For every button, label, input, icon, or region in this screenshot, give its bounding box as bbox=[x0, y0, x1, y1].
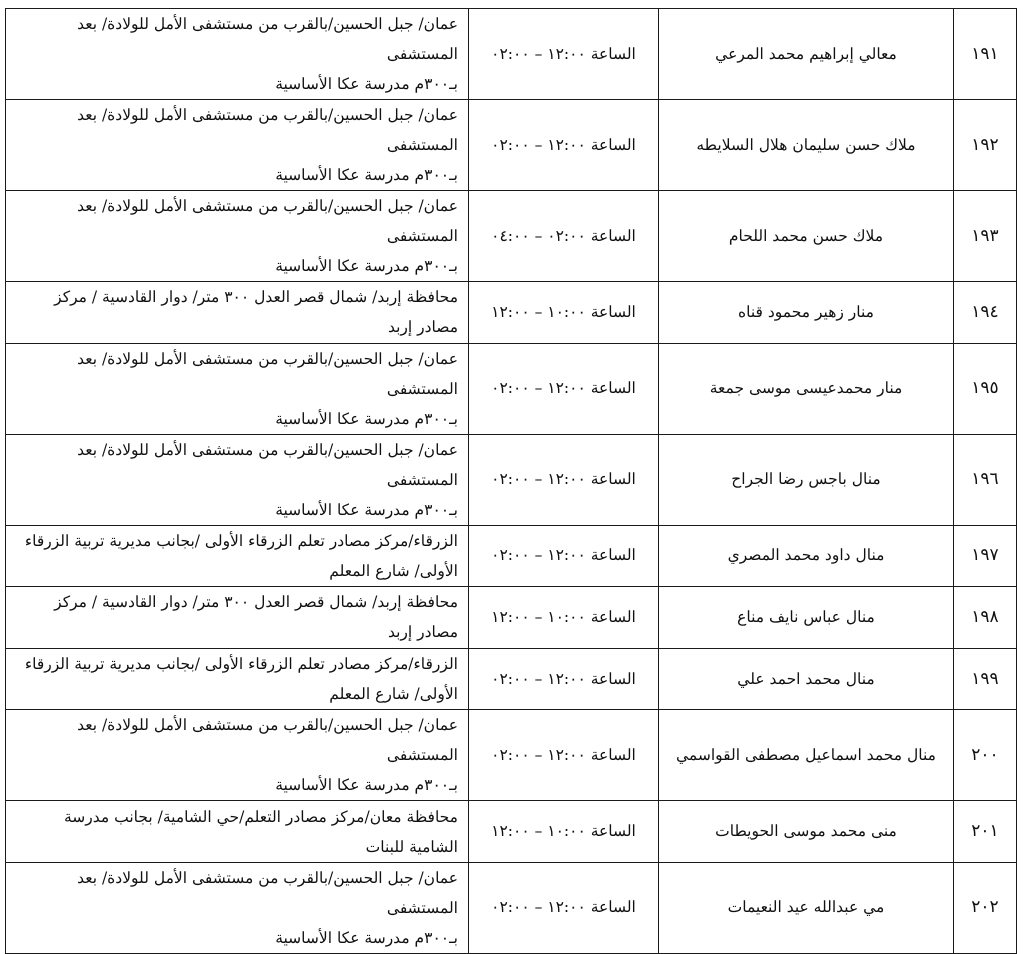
person-name: مي عبدالله عيد النعيمات bbox=[659, 862, 954, 953]
address-line-2: بـ٣٠٠م مدرسة عكا الأساسية bbox=[275, 257, 458, 275]
address-line-1: محافظة إربد/ شمال قصر العدل ٣٠٠ متر/ دوار القادسية / مركز bbox=[54, 288, 458, 307]
assignments-table bbox=[5, 8, 1017, 954]
address-line-2: مصادر إربد bbox=[387, 318, 458, 337]
address-line-2: الشامية للبنات bbox=[365, 837, 458, 856]
address-line-2: مصادر إربد bbox=[387, 623, 458, 642]
address-cell bbox=[6, 862, 469, 953]
person-name: منال محمد احمد علي bbox=[659, 648, 954, 710]
time-slot: الساعة ١٢:٠٠ – ٠٢:٠٠ bbox=[469, 710, 659, 801]
address-line-1: عمان/ جبل الحسين/بالقرب من مستشفى الأمل للولادة/ بعد المستشفى bbox=[77, 868, 458, 917]
person-name: منال داود محمد المصري bbox=[659, 525, 954, 587]
time-slot: الساعة ١٢:٠٠ – ٠٢:٠٠ bbox=[469, 862, 659, 953]
address-line-1: عمان/ جبل الحسين/بالقرب من مستشفى الأمل للولادة/ بعد المستشفى bbox=[77, 716, 458, 765]
person-name: ملاك حسن محمد اللحام bbox=[659, 191, 954, 282]
address-line-2: الأولى/ شارع المعلم bbox=[329, 561, 458, 580]
table-row bbox=[6, 710, 1017, 801]
person-name: معالي إبراهيم محمد المرعي bbox=[659, 9, 954, 100]
row-number: ٢٠٠ bbox=[954, 710, 1017, 801]
address-line-1: عمان/ جبل الحسين/بالقرب من مستشفى الأمل للولادة/ بعد المستشفى bbox=[77, 440, 458, 489]
person-name: منى محمد موسى الحويطات bbox=[659, 801, 954, 863]
person-name: منال باجس رضا الجراح bbox=[659, 434, 954, 525]
table-row bbox=[6, 587, 1017, 649]
row-number: ١٩٥ bbox=[954, 343, 1017, 434]
address-line-2: بـ٣٠٠م مدرسة عكا الأساسية bbox=[275, 500, 458, 519]
time-slot: الساعة ٠٢:٠٠ – ٠٤:٠٠ bbox=[469, 191, 659, 282]
row-number: ١٩٦ bbox=[954, 434, 1017, 525]
time-slot: الساعة ١٢:٠٠ – ٠٢:٠٠ bbox=[469, 525, 659, 587]
table-body bbox=[6, 9, 1017, 954]
time-slot: الساعة ١٠:٠٠ – ١٢:٠٠ bbox=[469, 587, 659, 649]
time-slot: الساعة ١٠:٠٠ – ١٢:٠٠ bbox=[469, 801, 659, 863]
address-line-1: محافظة إربد/ شمال قصر العدل ٣٠٠ متر/ دوار القادسية / مركز bbox=[54, 593, 458, 612]
person-name: منار محمدعيسى موسى جمعة bbox=[659, 343, 954, 434]
address-cell bbox=[6, 100, 469, 191]
table-row bbox=[6, 9, 1017, 100]
address-line-1: محافظة معان/مركز مصادر التعلم/حي الشامية/ بجانب مدرسة bbox=[63, 807, 458, 826]
row-number: ١٩٧ bbox=[954, 525, 1017, 587]
table-row bbox=[6, 282, 1017, 344]
row-number: ١٩٣ bbox=[954, 191, 1017, 282]
time-slot: الساعة ١٠:٠٠ – ١٢:٠٠ bbox=[469, 282, 659, 344]
table-row bbox=[6, 648, 1017, 710]
document-page bbox=[5, 8, 1017, 954]
row-number: ١٩٨ bbox=[954, 587, 1017, 649]
address-cell bbox=[6, 282, 469, 344]
person-name: منال عباس نايف مناع bbox=[659, 587, 954, 649]
time-slot: الساعة ١٢:٠٠ – ٠٢:٠٠ bbox=[469, 9, 659, 100]
person-name: منار زهير محمود قناه bbox=[659, 282, 954, 344]
time-slot: الساعة ١٢:٠٠ – ٠٢:٠٠ bbox=[469, 434, 659, 525]
address-line-1: عمان/ جبل الحسين/بالقرب من مستشفى الأمل للولادة/ بعد المستشفى bbox=[77, 349, 458, 398]
person-name: منال محمد اسماعيل مصطفى القواسمي bbox=[659, 710, 954, 801]
address-cell bbox=[6, 710, 469, 801]
address-line-1: عمان/ جبل الحسين/بالقرب من مستشفى الأمل للولادة/ بعد المستشفى bbox=[77, 15, 458, 63]
table-row bbox=[6, 862, 1017, 953]
table-row bbox=[6, 525, 1017, 587]
row-number: ١٩١ bbox=[954, 9, 1017, 100]
address-line-2: بـ٣٠٠م مدرسة عكا الأساسية bbox=[275, 928, 458, 947]
address-cell bbox=[6, 434, 469, 525]
address-cell bbox=[6, 9, 469, 100]
address-line-2: بـ٣٠٠م مدرسة عكا الأساسية bbox=[275, 776, 458, 795]
address-cell bbox=[6, 191, 469, 282]
table-row bbox=[6, 801, 1017, 863]
table-row bbox=[6, 434, 1017, 525]
table-row bbox=[6, 343, 1017, 434]
address-cell bbox=[6, 525, 469, 587]
time-slot: الساعة ١٢:٠٠ – ٠٢:٠٠ bbox=[469, 648, 659, 710]
table-row bbox=[6, 191, 1017, 282]
row-number: ١٩٩ bbox=[954, 648, 1017, 710]
address-line-1: الزرقاء/مركز مصادر تعلم الزرقاء الأولى /بجانب مديرية تربية الزرقاء bbox=[24, 531, 458, 550]
address-cell bbox=[6, 801, 469, 863]
address-line-1: عمان/ جبل الحسين/بالقرب من مستشفى الأمل للولادة/ بعد المستشفى bbox=[77, 197, 458, 245]
address-cell bbox=[6, 343, 469, 434]
row-number: ٢٠١ bbox=[954, 801, 1017, 863]
row-number: ٢٠٢ bbox=[954, 862, 1017, 953]
row-number: ١٩٤ bbox=[954, 282, 1017, 344]
address-cell bbox=[6, 587, 469, 649]
person-name: ملاك حسن سليمان هلال السلايطه bbox=[659, 100, 954, 191]
address-line-2: الأولى/ شارع المعلم bbox=[329, 685, 458, 704]
time-slot: الساعة ١٢:٠٠ – ٠٢:٠٠ bbox=[469, 100, 659, 191]
address-line-2: بـ٣٠٠م مدرسة عكا الأساسية bbox=[275, 166, 458, 184]
time-slot: الساعة ١٢:٠٠ – ٠٢:٠٠ bbox=[469, 343, 659, 434]
row-number: ١٩٢ bbox=[954, 100, 1017, 191]
address-line-1: الزرقاء/مركز مصادر تعلم الزرقاء الأولى /بجانب مديرية تربية الزرقاء bbox=[24, 655, 458, 674]
address-cell bbox=[6, 648, 469, 710]
address-line-2: بـ٣٠٠م مدرسة عكا الأساسية bbox=[275, 409, 458, 428]
address-line-1: عمان/ جبل الحسين/بالقرب من مستشفى الأمل للولادة/ بعد المستشفى bbox=[77, 106, 458, 154]
address-line-2: بـ٣٠٠م مدرسة عكا الأساسية bbox=[275, 75, 458, 93]
table-row bbox=[6, 100, 1017, 191]
